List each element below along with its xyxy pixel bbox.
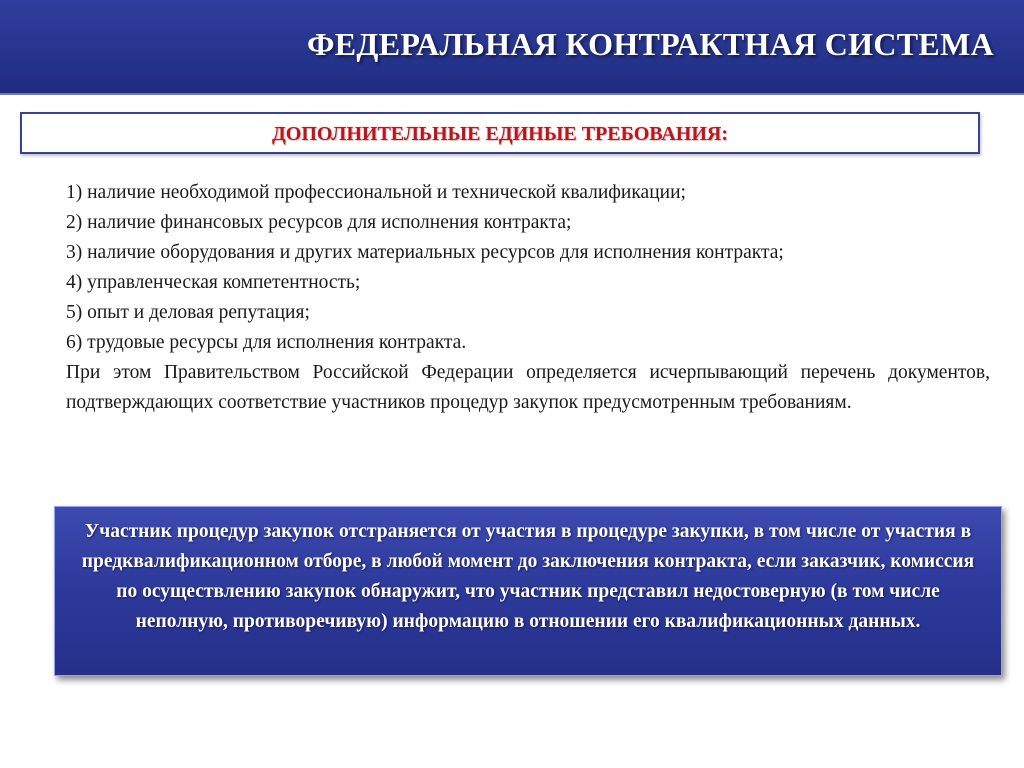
highlight-text: Участник процедур закупок отстраняется от участия в процедуре закупки, в том числе от участия в предквалификационном отборе, в любой момент до заключения контракта, если заказчик, комиссия по осуществлению закупок обнаружит, что участник представил недостоверную (в том числе неполную, противоречивую) информацию в отношении его квалификационных данных.: [81, 521, 975, 632]
highlight-box: [54, 506, 1002, 676]
subtitle-box: [20, 112, 980, 154]
requirement-item: 4) управленческая компетентность;: [66, 272, 361, 293]
requirement-item: 6) трудовые ресурсы для исполнения контракта.: [66, 332, 467, 353]
requirements-list: [66, 178, 990, 418]
requirement-item: 3) наличие оборудования и других материальных ресурсов для исполнения контракта;: [66, 242, 784, 263]
requirement-item: 2) наличие финансовых ресурсов для исполнения контракта;: [66, 212, 572, 233]
slide-title: ФЕДЕРАЛЬНАЯ КОНТРАКТНАЯ СИСТЕМА: [306, 26, 994, 62]
requirements-note: При этом Правительством Российской Федерации определяется исчерпывающий перечень документов, подтверждающих соответствие участников процедур закупок предусмотренным требованиям.: [66, 362, 990, 413]
slide-header: [0, 0, 1024, 95]
requirement-item: 5) опыт и деловая репутация;: [66, 302, 310, 323]
requirement-item: 1) наличие необходимой профессиональной и технической квалификации;: [66, 182, 686, 203]
subtitle-heading: ДОПОЛНИТЕЛЬНЫЕ ЕДИНЫЕ ТРЕБОВАНИЯ:: [272, 123, 728, 145]
